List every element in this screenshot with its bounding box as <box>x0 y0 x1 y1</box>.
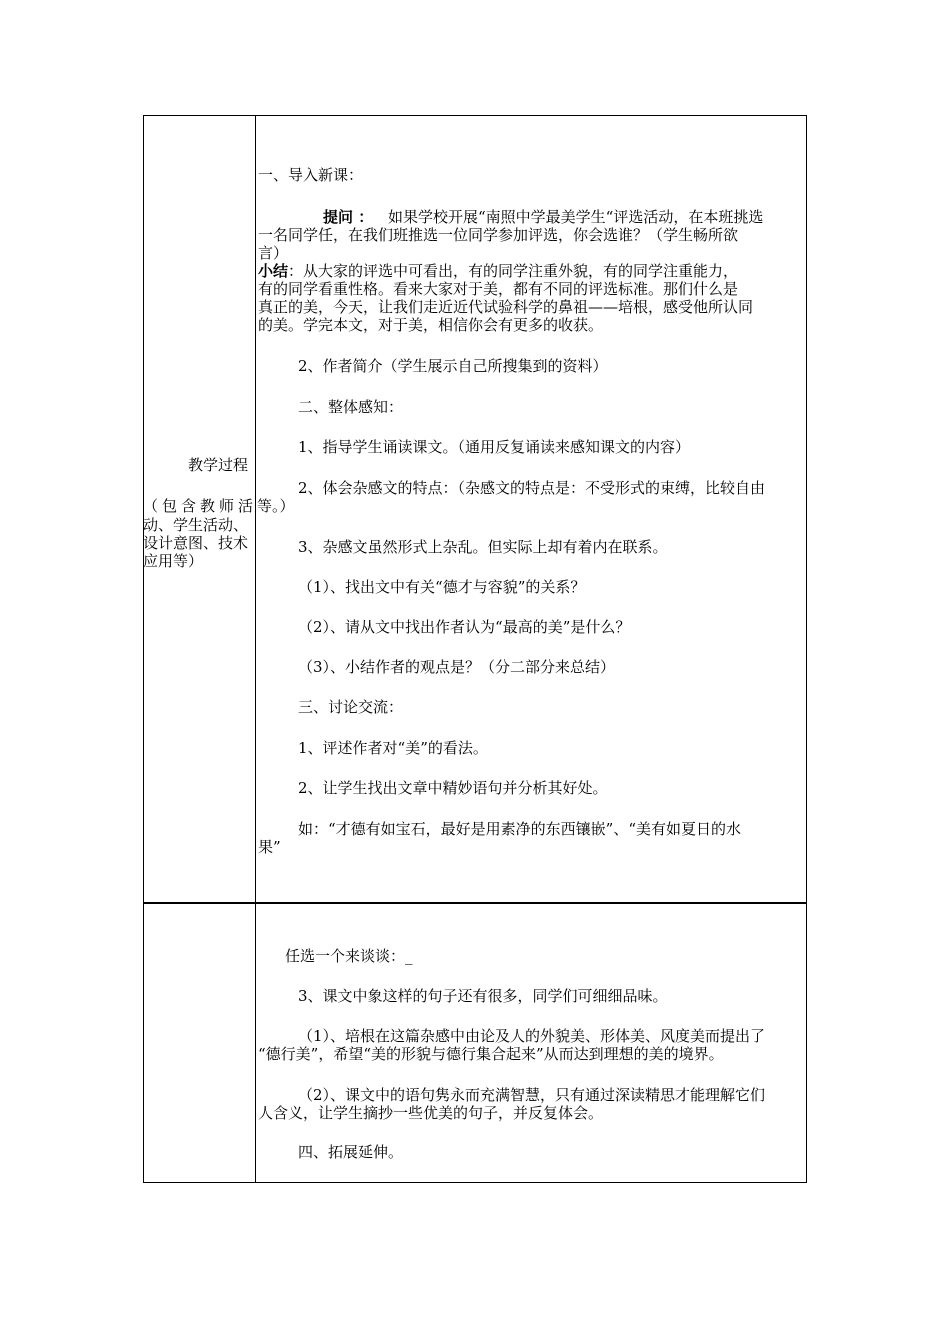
lower-sub1-line1: （1）、培根在这篇杂感中由论及人的外貌美、形体美、风度美而提出了 <box>298 1027 766 1045</box>
question-label: 提问 ： <box>323 208 374 226</box>
teaching-process-label: 教学过程 <box>188 456 249 474</box>
lower-item3: 3、课文中象这样的句子还有很多，同学们可细细品味。 <box>298 987 668 1005</box>
label-note-line1: （包含教师活 <box>143 497 258 515</box>
section2-item1: 1、指导学生诵读课文。（通用反复诵读来感知课文的内容） <box>298 438 691 456</box>
section3-example-line2: 果” <box>258 838 281 856</box>
lower-sub1-line2: “德行美”，希望“美的形貌与德行集合起来”从而达到理想的美的境界。 <box>258 1045 724 1063</box>
section3-example-line1: 如：“才德有如宝石，最好是用素净的东西镶嵌”、“美有如夏日的水 <box>298 820 742 838</box>
summary-line3: 真正的美，今天，让我们走近近代试验科学的鼻祖——培根，感受他所认同 <box>258 298 754 316</box>
section2-sub3: （3）、小结作者的观点是？（分二部分来总结） <box>298 658 616 676</box>
section2-item3: 3、杂感文虽然形式上杂乱。但实际上却有着内在联系。 <box>298 538 668 556</box>
lower-sub2-line2: 人含义，让学生摘抄一些优美的句子，并反复体会。 <box>258 1104 604 1122</box>
lower-column-divider <box>255 902 256 1183</box>
summary-line2: 有的同学看重性格。看来大家对于美，都有不同的评选标准。那们什么是 <box>258 280 739 298</box>
section4-heading: 四、拓展延伸。 <box>298 1143 404 1161</box>
label-note-line1-tail: 等。） <box>257 497 295 515</box>
label-note-line4: 应用等） <box>143 552 204 570</box>
summary-line4: 的美。学完本文，对于美，相信你会有更多的收获。 <box>258 316 604 334</box>
question-line3: 言） <box>258 244 289 262</box>
label-note-line3: 设计意图、技术 <box>143 534 249 552</box>
section3-item2: 2、让学生找出文章中精妙语句并分析其好处。 <box>298 779 608 797</box>
summary-label: 小结 <box>258 262 289 280</box>
label-note-line2: 动、学生活动、 <box>143 516 249 534</box>
question-line2: 一名同学任，在我们班推选一位同学参加评选，你会选谁？（学生畅所欲 <box>258 226 739 244</box>
choose-one-prompt: 任选一个来谈谈：_ <box>285 947 413 965</box>
section3-item1: 1、评述作者对“美”的看法。 <box>298 739 488 757</box>
summary-line1: ：从大家的评选中可看出，有的同学注重外貌，有的同学注重能力， <box>288 262 739 280</box>
section2-sub1: （1）、找出文中有关“德才与容貌”的关系？ <box>298 578 586 596</box>
section2-heading: 二、整体感知： <box>298 398 404 416</box>
section2-sub2: （2）、请从文中找出作者认为“最高的美”是什么？ <box>298 618 631 636</box>
section1-heading: 一、导入新课： <box>258 166 364 184</box>
question-line1: 如果学校开展“南照中学最美学生“评选活动，在本班挑选 <box>388 208 764 226</box>
lower-sub2-line1: （2）、课文中的语句隽永而充满智慧，只有通过深读精思才能理解它们 <box>298 1086 766 1104</box>
section2-item2: 2、体会杂感文的特点：（杂感文的特点是：不受形式的束缚，比较自由 <box>298 479 766 497</box>
author-intro: 2、作者简介（学生展示自己所搜集到的资料） <box>298 357 608 375</box>
section3-heading: 三、讨论交流： <box>298 698 404 716</box>
